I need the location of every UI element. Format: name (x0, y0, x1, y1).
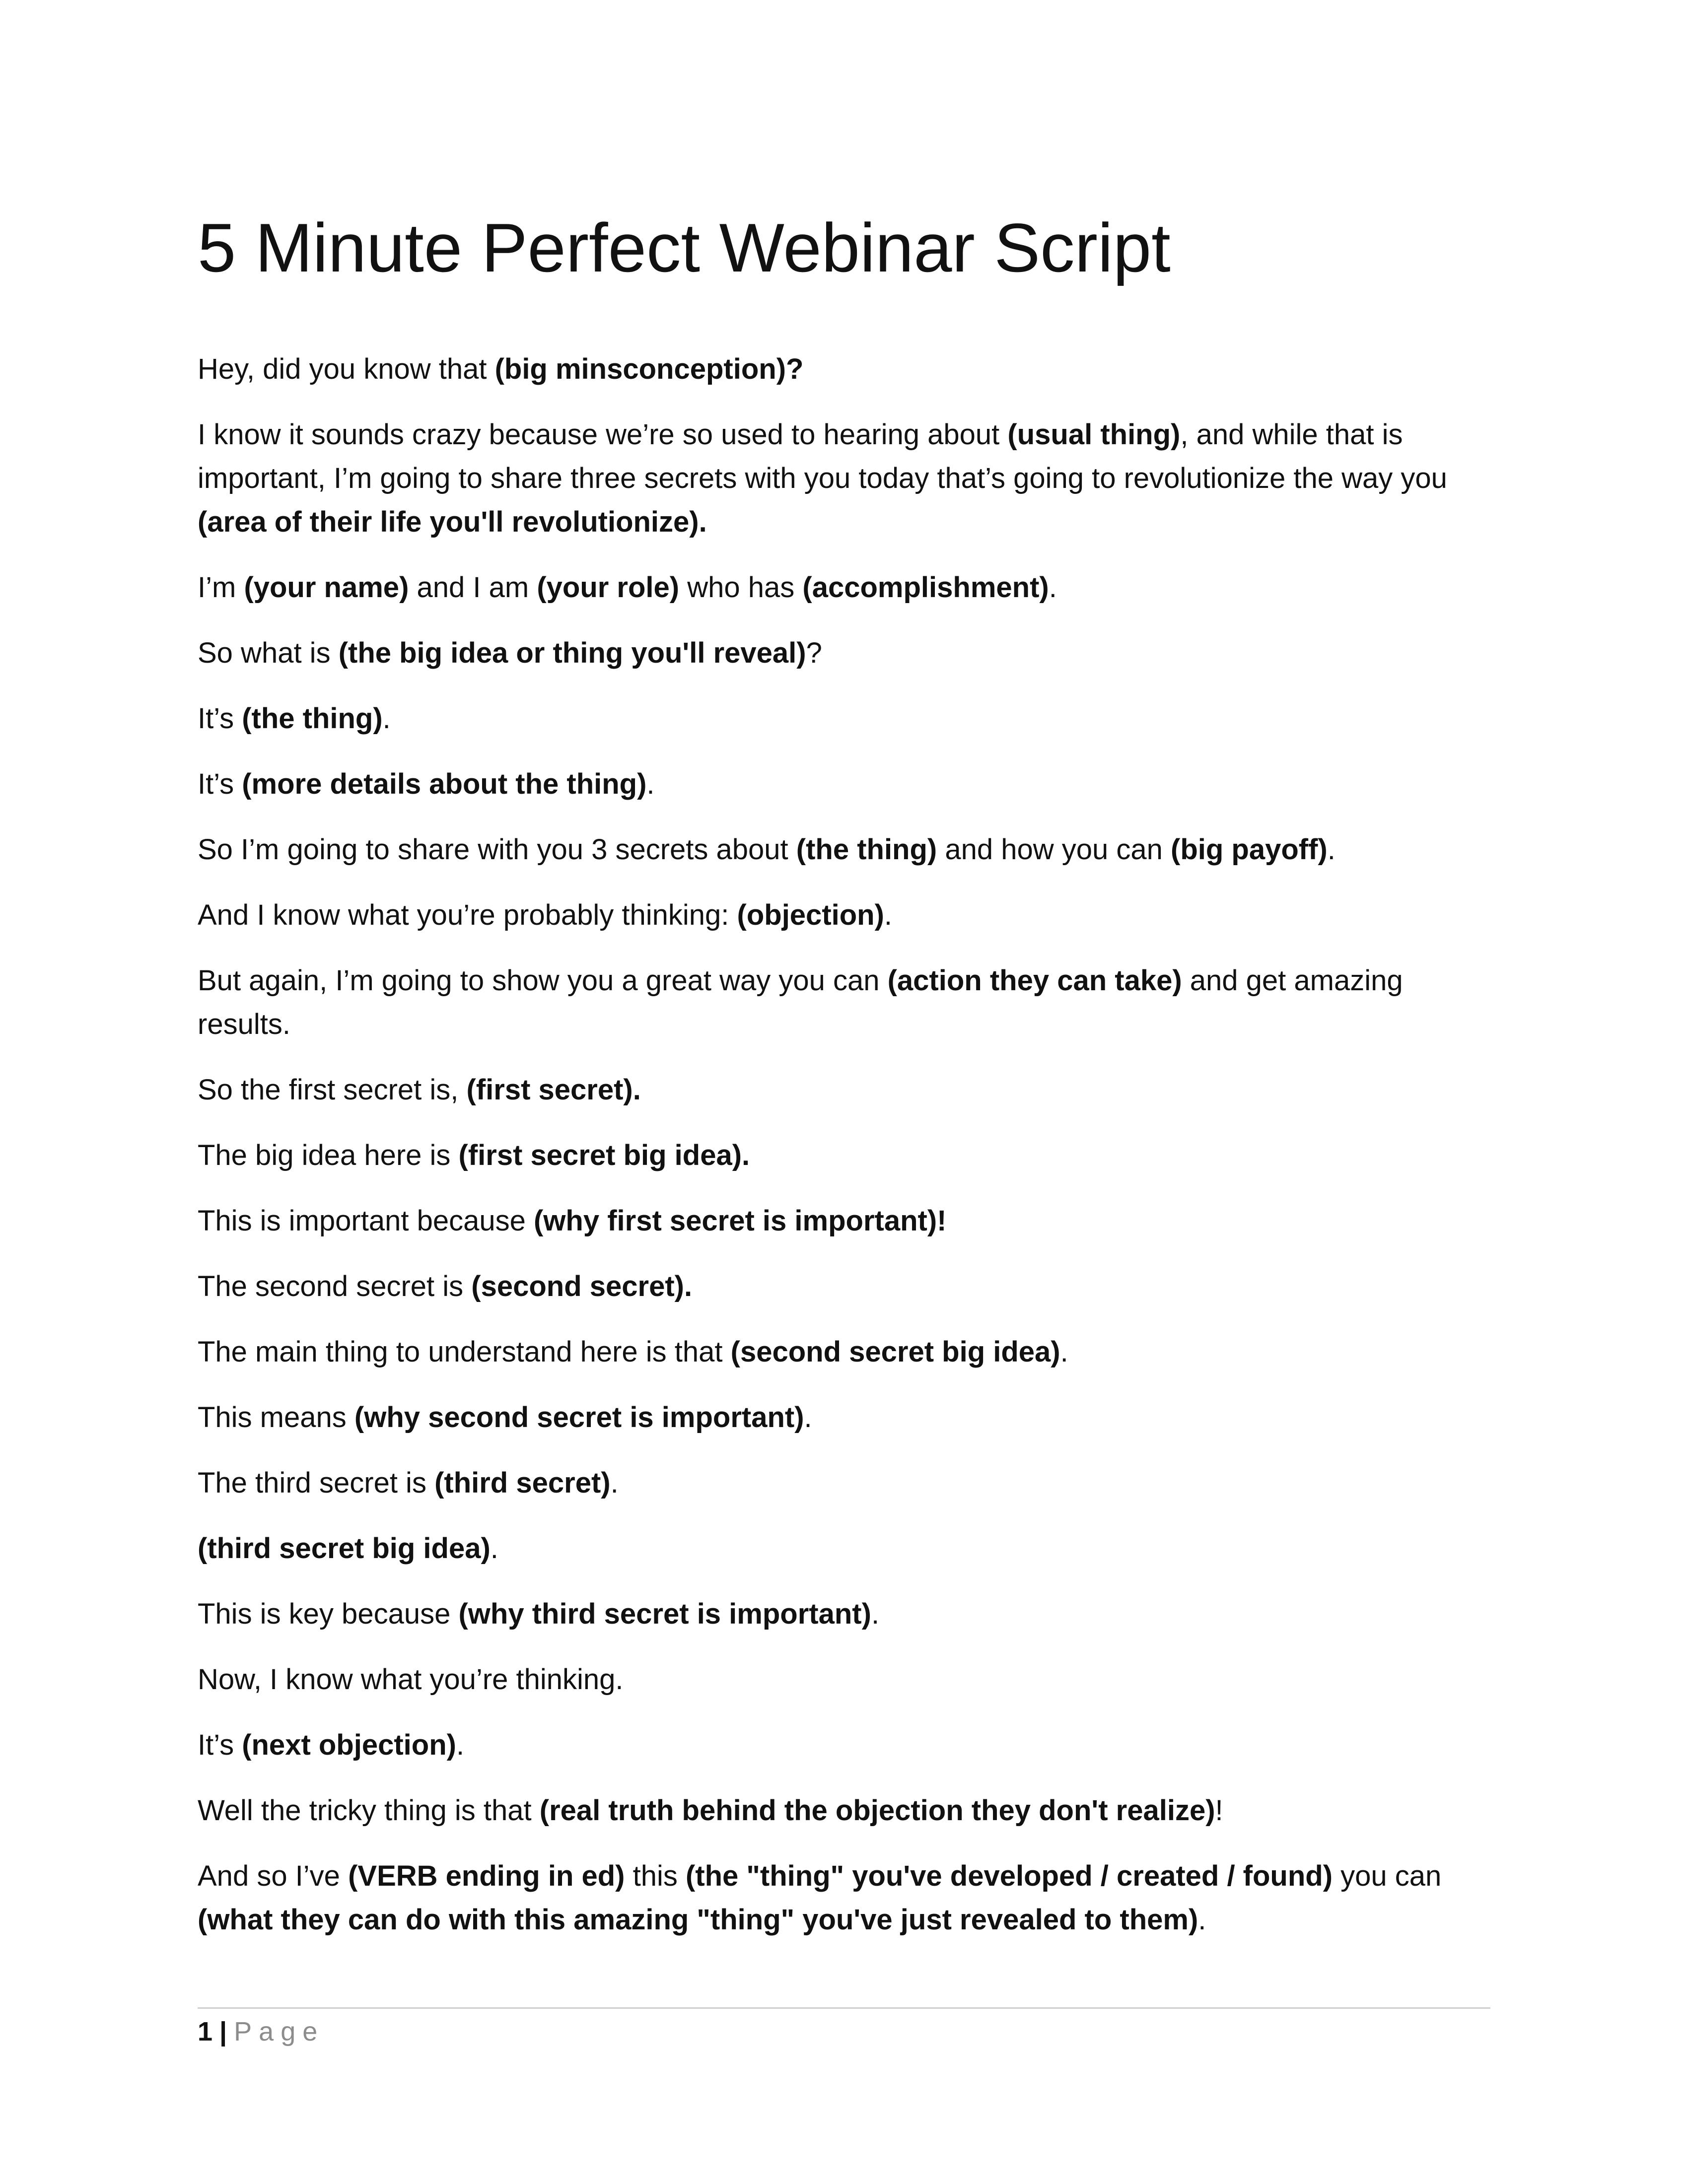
paragraph-text: ! (1215, 1794, 1223, 1827)
placeholder-text: (accomplishment) (802, 571, 1049, 604)
paragraph-text: . (1060, 1336, 1068, 1368)
paragraph-text: So what is (198, 637, 339, 669)
placeholder-text: (what they can do with this amazing "thing" you've just revealed to them) (198, 1904, 1198, 1936)
placeholder-text: (second secret). (471, 1270, 693, 1302)
page-label: Page (234, 2017, 325, 2047)
document-title: 5 Minute Perfect Webinar Script (198, 209, 1171, 286)
placeholder-text: (next objection) (242, 1729, 456, 1761)
script-paragraph (198, 828, 1488, 872)
script-paragraph (198, 1396, 1488, 1439)
paragraph-text: The third secret is (198, 1467, 435, 1499)
paragraph-text: And I know what you’re probably thinking: (198, 899, 737, 931)
placeholder-text: (objection) (737, 899, 884, 931)
paragraph-text: , and while that is important, I’m going to share three secrets with you today that’s going to revolutionize the way you (198, 418, 1447, 494)
paragraph-text: The big idea here is (198, 1139, 459, 1171)
paragraph-text: So I’m going to share with you 3 secrets about (198, 833, 796, 866)
placeholder-text: (the thing) (242, 702, 383, 735)
placeholder-text: (first secret). (466, 1074, 641, 1106)
paragraph-text: . (884, 899, 893, 931)
paragraph-text: It’s (198, 1729, 242, 1761)
script-paragraph (198, 1265, 1488, 1308)
paragraph-text: . (804, 1401, 812, 1433)
placeholder-text: (third secret) (434, 1467, 611, 1499)
paragraph-text: Hey, did you know that (198, 353, 495, 385)
paragraph-text: This is key because (198, 1598, 459, 1630)
paragraph-text: The main thing to understand here is that (198, 1336, 731, 1368)
placeholder-text: (big payoff) (1171, 833, 1328, 866)
footer-divider (198, 2007, 1490, 2009)
paragraph-text: this (625, 1860, 686, 1892)
paragraph-text: . (646, 768, 655, 800)
placeholder-text: (real truth behind the objection they don't realize) (539, 1794, 1215, 1827)
placeholder-text: (your name) (244, 571, 409, 604)
script-paragraph (198, 1592, 1488, 1636)
paragraph-text: This means (198, 1401, 354, 1433)
paragraph-text: . (1049, 571, 1057, 604)
script-paragraph (198, 1723, 1488, 1767)
footer-separator: | (219, 2017, 227, 2047)
placeholder-text: (why second secret is important) (354, 1401, 804, 1433)
paragraph-text: But again, I’m going to show you a great way you can (198, 964, 888, 997)
script-paragraph (198, 762, 1488, 806)
paragraph-text: And so I’ve (198, 1860, 349, 1892)
placeholder-text: (first secret big idea). (458, 1139, 750, 1171)
paragraph-text: and how you can (937, 833, 1171, 866)
paragraph-text: ? (806, 637, 822, 669)
placeholder-text: (the "thing" you've developed / created / found) (686, 1860, 1333, 1892)
paragraph-text: . (456, 1729, 465, 1761)
paragraph-text: Well the tricky thing is that (198, 1794, 540, 1827)
script-paragraph (198, 1461, 1488, 1505)
paragraph-text: The second secret is (198, 1270, 472, 1302)
script-paragraph (198, 1658, 1488, 1702)
paragraph-text: . (382, 702, 391, 735)
script-paragraph (198, 1199, 1488, 1243)
script-paragraph (198, 1134, 1488, 1177)
placeholder-text: (big minsconception)? (494, 353, 804, 385)
paragraph-text: and get amazing results. (198, 964, 1403, 1040)
script-paragraph (198, 1068, 1488, 1112)
script-paragraph (198, 413, 1488, 544)
page-footer (198, 2014, 324, 2049)
paragraph-text: Now, I know what you’re thinking. (198, 1663, 624, 1696)
script-paragraph (198, 1789, 1488, 1833)
page-number: 1 (198, 2017, 213, 2047)
paragraph-text: . (871, 1598, 880, 1630)
placeholder-text: (why first secret is important)! (533, 1205, 947, 1237)
script-paragraph (198, 697, 1488, 741)
placeholder-text: (VERB ending in ed) (348, 1860, 625, 1892)
placeholder-text: (area of their life you'll revolutionize). (198, 506, 707, 538)
paragraph-text: I know it sounds crazy because we’re so used to hearing about (198, 418, 1008, 451)
placeholder-text: (why third secret is important) (458, 1598, 871, 1630)
script-paragraph (198, 1854, 1488, 1942)
placeholder-text: (second secret big idea) (730, 1336, 1060, 1368)
paragraph-text: It’s (198, 702, 242, 735)
placeholder-text: (more details about the thing) (242, 768, 647, 800)
placeholder-text: (usual thing) (1007, 418, 1181, 451)
paragraph-text: It’s (198, 768, 242, 800)
script-paragraph (198, 631, 1488, 675)
paragraph-text: I’m (198, 571, 244, 604)
placeholder-text: (third secret big idea) (198, 1532, 491, 1565)
placeholder-text: (the thing) (796, 833, 937, 866)
script-paragraph (198, 1527, 1488, 1570)
script-paragraph (198, 893, 1488, 937)
script-paragraph (198, 566, 1488, 610)
paragraph-text: . (490, 1532, 498, 1565)
script-paragraph (198, 959, 1488, 1046)
paragraph-text: . (610, 1467, 619, 1499)
paragraph-text: you can (1333, 1860, 1442, 1892)
paragraph-text: This is important because (198, 1205, 534, 1237)
paragraph-text: . (1198, 1904, 1206, 1936)
script-paragraph (198, 1330, 1488, 1374)
paragraph-text: who has (679, 571, 803, 604)
script-paragraph (198, 347, 1488, 391)
paragraph-text: So the first secret is, (198, 1074, 467, 1106)
document-body (198, 347, 1488, 1964)
placeholder-text: (the big idea or thing you'll reveal) (338, 637, 806, 669)
paragraph-text: . (1327, 833, 1336, 866)
paragraph-text: and I am (409, 571, 537, 604)
placeholder-text: (your role) (537, 571, 680, 604)
placeholder-text: (action they can take) (887, 964, 1182, 997)
